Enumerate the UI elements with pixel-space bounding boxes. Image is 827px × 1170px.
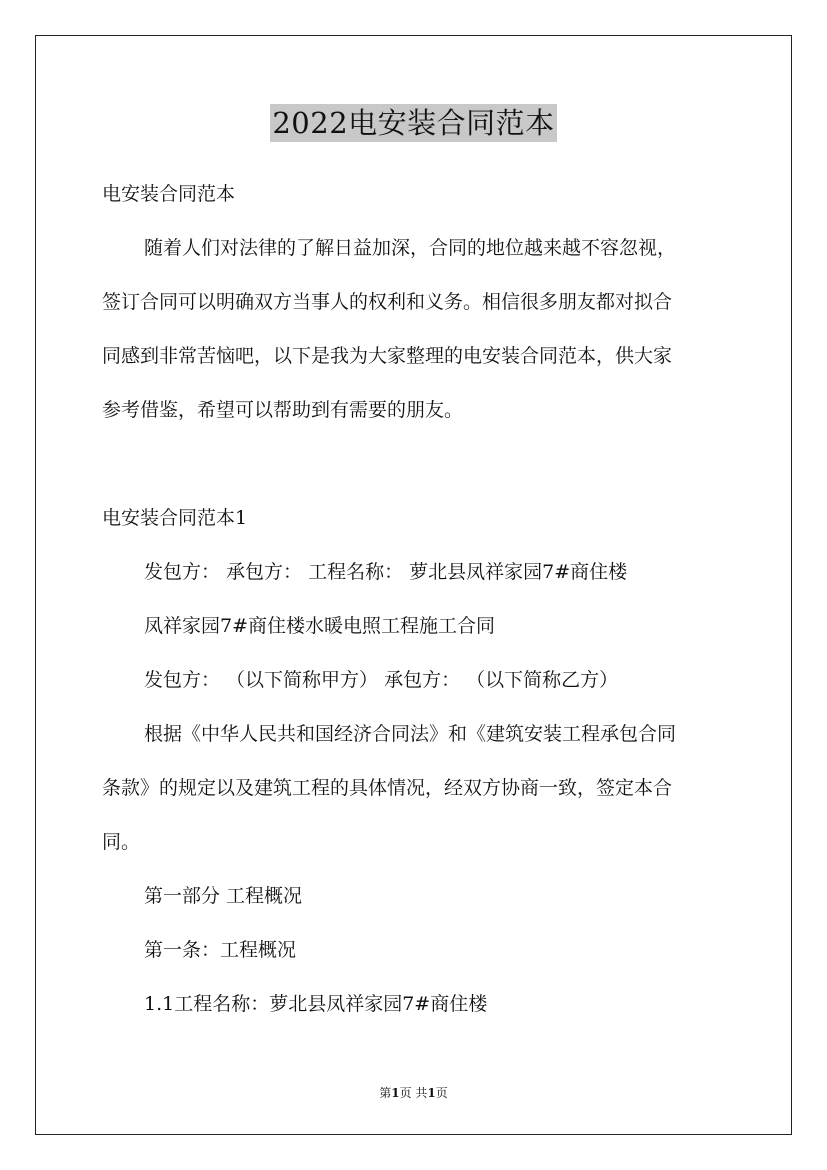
footer-suffix: 页	[435, 1086, 448, 1100]
section1-line-2: 凤祥家园7#商住楼水暖电照工程施工合同	[144, 615, 496, 637]
section1-line-4: 根据《中华人民共和国经济合同法》和《建筑安装工程承包合同	[144, 723, 677, 745]
footer-mid: 页 共	[399, 1086, 428, 1100]
section1-line-5: 条款》的规定以及建筑工程的具体情况，经双方协商一致，签定本合	[102, 777, 673, 799]
section1-line-6: 同。	[102, 831, 141, 853]
footer-total-pages: 1	[427, 1086, 436, 1100]
intro-line-4: 参考借鉴，希望可以帮助到有需要的朋友。	[102, 399, 464, 421]
intro-line-3: 同感到非常苦恼吧，以下是我为大家整理的电安装合同范本，供大家	[102, 345, 673, 367]
subheading: 电安装合同范本	[102, 183, 236, 205]
section1-line-9: 1.1工程名称：萝北县凤祥家园7#商住楼	[144, 993, 488, 1015]
section1-line-7: 第一部分 工程概况	[144, 885, 303, 907]
section1-line-3: 发包方： （以下简称甲方） 承包方： （以下简称乙方）	[144, 669, 619, 691]
document-title: 2022电安装合同范本	[272, 106, 555, 140]
section1-heading: 电安装合同范本1	[102, 507, 248, 529]
intro-line-1: 随着人们对法律的了解日益加深，合同的地位越来越不容忽视，	[144, 237, 677, 259]
title-wrap	[0, 104, 827, 142]
intro-line-2: 签订合同可以明确双方当事人的权利和义务。相信很多朋友都对拟合	[102, 291, 673, 313]
section1-line-8: 第一条：工程概况	[144, 939, 297, 961]
footer-current-page: 1	[391, 1086, 400, 1100]
footer-prefix: 第	[379, 1086, 392, 1100]
page-footer	[0, 1085, 827, 1101]
section1-line-1: 发包方： 承包方： 工程名称： 萝北县凤祥家园7#商住楼	[144, 561, 628, 583]
